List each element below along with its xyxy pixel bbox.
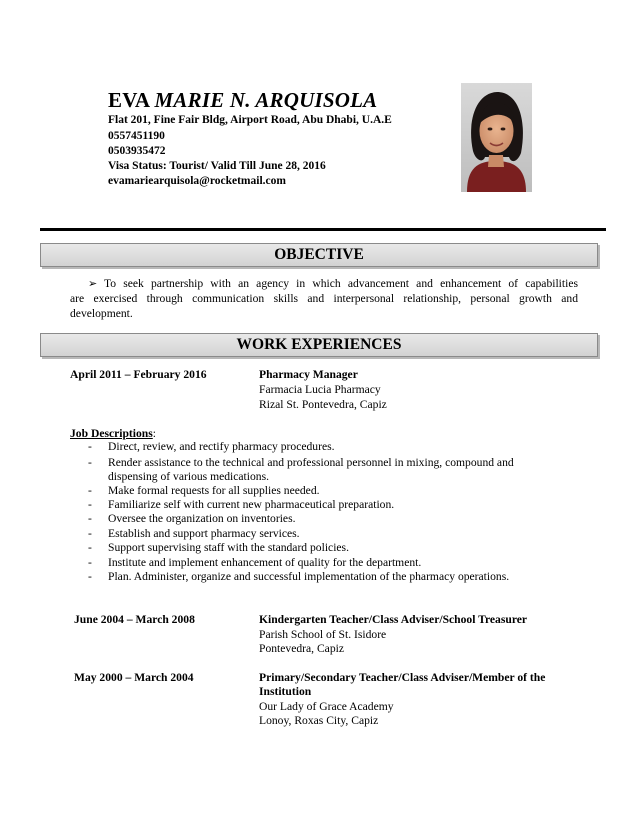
visa-status: Visa Status: Tourist/ Valid Till June 28, 2016: [108, 160, 326, 172]
candidate-name: EVA MARIE N. ARQUISOLA: [108, 88, 378, 112]
job-1-location: Rizal St. Pontevedra, Capiz: [259, 398, 387, 411]
objective-heading: OBJECTIVE: [40, 243, 598, 267]
header-divider: [40, 228, 606, 231]
list-item: Institute and implement enhancement of quality for the department.: [108, 556, 422, 569]
list-item: Support supervising staff with the standard policies.: [108, 541, 349, 554]
list-item: Direct, review, and rectify pharmacy procedures.: [108, 440, 335, 453]
job-1-company: Farmacia Lucia Pharmacy: [259, 383, 381, 396]
list-item: Establish and support pharmacy services.: [108, 527, 300, 540]
job-2-company: Parish School of St. Isidore: [259, 628, 387, 641]
bullet-arrow-icon: ➢: [88, 278, 98, 290]
list-dash: -: [88, 527, 92, 540]
objective-text: are exercised through communication skills and interpersonal relationship, personal growth and development.: [70, 292, 578, 320]
job-3-location: Lonoy, Roxas City, Capiz: [259, 714, 379, 727]
job-1-title: Pharmacy Manager: [259, 368, 358, 381]
list-dash: -: [88, 440, 92, 453]
list-dash: -: [88, 556, 92, 569]
email: evamariearquisola@rocketmail.com: [108, 175, 286, 187]
job-descriptions-heading: Job Descriptions:: [70, 427, 157, 440]
job-3-company: Our Lady of Grace Academy: [259, 700, 394, 713]
list-dash: -: [88, 541, 92, 554]
list-dash: -: [88, 570, 92, 583]
work-experiences-heading: WORK EXPERIENCES: [40, 333, 598, 357]
list-dash: -: [88, 456, 92, 469]
list-item: Render assistance to the technical and professional personnel in mixing, compound and: [108, 456, 514, 469]
job-1-dates: April 2011 – February 2016: [70, 368, 207, 381]
phone-primary: 0557451190: [108, 130, 165, 142]
phone-secondary: 0503935472: [108, 145, 166, 157]
job-3-dates: May 2000 – March 2004: [74, 671, 194, 684]
profile-photo: [461, 83, 532, 192]
objective-line-1: To seek partnership with an agency in which advancement and enhancement of capabilities: [104, 277, 578, 290]
list-dash: -: [88, 484, 92, 497]
list-dash: -: [88, 512, 92, 525]
list-item: Make formal requests for all supplies needed.: [108, 484, 320, 497]
list-item: Oversee the organization on inventories.: [108, 512, 296, 525]
list-item: Familiarize self with current new pharmaceutical preparation.: [108, 498, 395, 511]
job-3-title-line-2: Institution: [259, 685, 312, 698]
list-item: dispensing of various medications.: [108, 470, 269, 483]
job-3-title-line-1: Primary/Secondary Teacher/Class Adviser/Member of the: [259, 671, 546, 684]
list-item: Plan. Administer, organize and successful implementation of the pharmacy operations.: [108, 570, 510, 583]
list-dash: -: [88, 498, 92, 511]
address: Flat 201, Fine Fair Bldg, Airport Road, Abu Dhabi, U.A.E: [108, 114, 392, 126]
job-2-dates: June 2004 – March 2008: [74, 613, 195, 626]
job-2-location: Pontevedra, Capiz: [259, 642, 344, 655]
job-2-title: Kindergarten Teacher/Class Adviser/School Treasurer: [259, 613, 528, 626]
